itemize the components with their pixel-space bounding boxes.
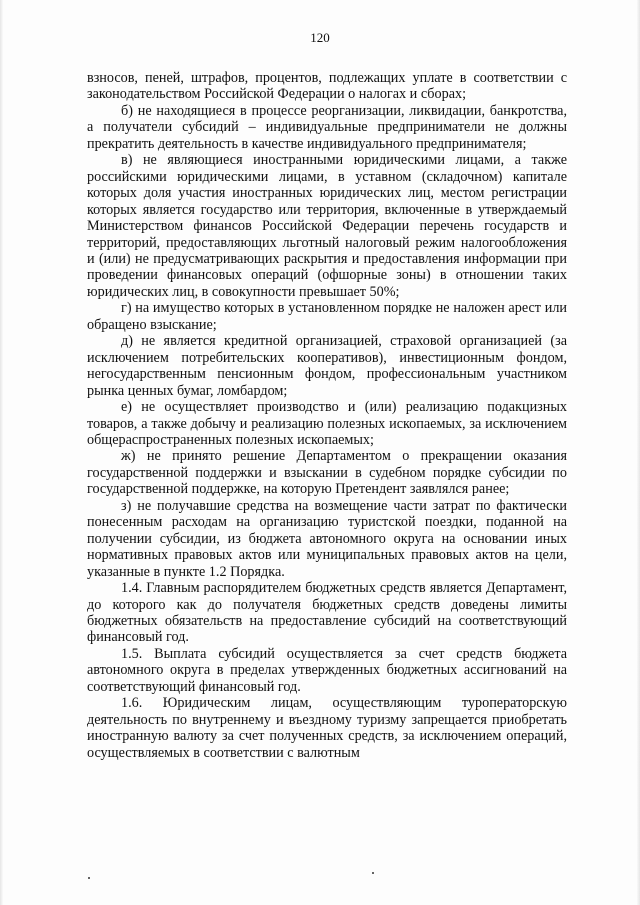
- paragraph-1-4: 1.4. Главным распорядителем бюджетных средств является Департамент, до которого как до получателя бюджетных средств доведены лимиты бюджетных обязательств на предоставление субсидий на соответствующий финансовый год.: [87, 580, 567, 646]
- scan-edge-left: [0, 0, 3, 905]
- scan-speck: [88, 877, 90, 879]
- paragraph-item-e: е) не осуществляет производство и (или) реализацию подакцизных товаров, а также добычу и реализацию полезных ископаемых, за исключением общераспространенных полезных ископаемых;: [87, 399, 567, 448]
- page-number: 120: [310, 30, 330, 45]
- paragraph-item-d: д) не является кредитной организацией, страховой организацией (за исключением потребительских кооперативов), инвестиционным фондом, негосударственным пенсионным фондом, профессиональным участником рынка ценных бумаг, ломбардом;: [87, 333, 567, 399]
- scan-speck: [372, 872, 374, 874]
- paragraph-1-5: 1.5. Выплата субсидий осуществляется за счет средств бюджета автономного округа в пределах утвержденных бюджетных ассигнований на соответствующий финансовый год.: [87, 645, 567, 695]
- paragraph-item-g: г) на имущество которых в установленном порядке не наложен арест или обращено взыскание;: [87, 300, 567, 333]
- paragraph-item-b: б) не находящиеся в процессе реорганизации, ликвидации, банкротства, а получатели субсидий – индивидуальные предприниматели не должны прекратить деятельность в качестве индивидуального предпринимателя;: [87, 102, 567, 152]
- paragraph-item-z: з) не получавшие средства на возмещение части затрат по фактически понесенным расходам на организацию туристской поездки, поданной на получении субсидии, из бюджета автономного округа на основании иных нормативных правовых актов или муниципальных правовых актов на цели, указанные в пункте 1.2 Порядка.: [87, 497, 567, 580]
- paragraph-continuation: взносов, пеней, штрафов, процентов, подлежащих уплате в соответствии с законодательством Российской Федерации о налогах и сборах;: [87, 70, 567, 103]
- paragraph-1-6: 1.6. Юридическим лицам, осуществляющим туроператорскую деятельность по внутреннему и въездному туризму запрещается приобретать иностранную валюту за счет полученных средств, за исключением операций, осуществляемых в соответствии с валютным: [87, 695, 567, 761]
- paragraph-item-v: в) не являющиеся иностранными юридическими лицами, а также российскими юридическими лицами, в уставном (складочном) капитале которых доля участия иностранных юридических лиц, местом регистрации которых является государство или территория, включенные в утверждаемый Министерством финансов Российской Федерации перечень государств и территорий, предоставляющих льготный налоговый режим налогообложения и (или) не предусматривающих раскрытия и предоставления информации при проведении финансовых операций (офшорные зоны) в отношении таких юридических лиц, в совокупности превышает 50%;: [87, 152, 567, 300]
- document-body: [87, 70, 567, 761]
- paragraph-item-zh: ж) не принято решение Департаментом о прекращении оказания государственной поддержки и взыскании в судебном порядке субсидии по государственной поддержке, на которую Претендент заявлялся ранее;: [87, 448, 567, 498]
